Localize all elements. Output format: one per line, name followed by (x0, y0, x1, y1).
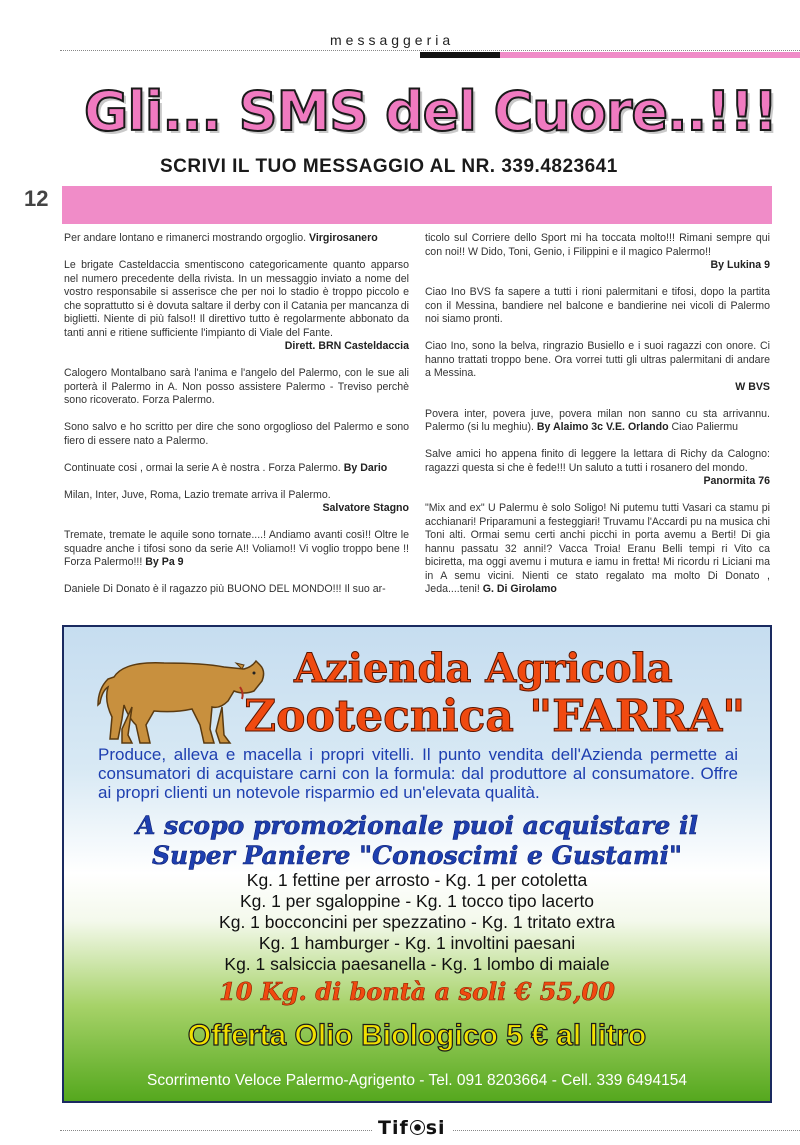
message-tail: Ciao Paliermu (671, 421, 739, 433)
sms-message (64, 583, 409, 597)
list-item: Kg. 1 bocconcini per spezzatino - Kg. 1 tritato extra (219, 912, 615, 932)
magazine-logo (372, 1117, 452, 1139)
message-text: Sono salvo e ho scritto per dire che sono orgoglioso del Palermo e sono fiero di essere nato a Palermo. (64, 421, 409, 447)
brand-suffix: si (425, 1117, 446, 1139)
message-text: Ciao Ino BVS fa sapere a tutti i rioni palermitani e tifosi, dopo la partita con il Messina, bandiere nel balcone e bandierine nei vicoli di Palermo noi siamo pronti. (425, 286, 770, 325)
message-signature: By Dario (343, 461, 388, 474)
section-label: messaggeria (330, 32, 455, 48)
message-signature: Panormita 76 (703, 475, 770, 487)
message-text: Povera inter, povera juve, povera milan non sanno cu sta arrivannu. Palermo (si lu meghiu). (425, 407, 770, 433)
ad-product-list (64, 870, 770, 975)
message-text: "Mix and ex" U Palermu è solo Soligo! Ni putemu tutti Vasari ca stamu pi acchianari! Priparamuni a festeggiari! Truvamu l'Accardi pu na musica chi Toni alti. Ormai semu certi anchi picchi in porta avemu a Berti! Di gia hannu passatu 32 anni!? Vacca Troia! Eranu Belli tempi ri Vito ca biciretta, ma oggi avemu i mutura e iamu in fretta! Mi ricordu ri Liciani ma in A semu vicini. Nienti ce stato regalato ma molto Di Donato , Jeda....teni! (425, 502, 770, 595)
list-item: Kg. 1 fettine per arrosto - Kg. 1 per cotoletta (246, 870, 588, 890)
message-signature: Dirett. BRN Casteldaccia (284, 340, 409, 352)
message-signature: W BVS (735, 380, 770, 393)
message-text: Salve amici ho appena finito di leggere la lettara di Richy da Calogno: ragazzi questa si che è fede!!! Un saluto a tutti i rosanero del mondo. (425, 448, 770, 474)
sms-message (425, 502, 770, 597)
message-text: Milan, Inter, Juve, Roma, Lazio tremate arriva il Palermo. (64, 488, 331, 501)
message-text: Continuate cosi , ormai la serie A è nostra . Forza Palermo. (64, 461, 341, 474)
ad-title-line1: Azienda Agricola (294, 645, 673, 692)
ad-promo-line1: A scopo promozionale puoi acquistare il (136, 811, 698, 840)
ad-price: 10 Kg. di bontà a soli € 55,00 (219, 977, 615, 1006)
sms-message (425, 340, 770, 394)
sms-message (64, 232, 409, 246)
ad-description: Produce, alleva e macella i propri vitelli. Il punto vendita dell'Azienda permette ai consumatori di acquistare carni con la formula: dal produttore al consumatore. Offre ai propri clienti un notevole risparmio ed un'elevata qualità. (98, 745, 738, 802)
page-number: 12 (24, 186, 49, 211)
ad-promo-line2: Super Paniere "Conoscimi e Gustami" (151, 841, 682, 870)
list-item: Kg. 1 hamburger - Kg. 1 involtini paesani (258, 933, 576, 953)
messages-column-right (425, 232, 770, 610)
advertisement (62, 625, 772, 1103)
message-signature: By Pa 9 (145, 556, 184, 568)
sms-message (64, 462, 409, 476)
football-icon (410, 1120, 425, 1135)
sms-message (425, 232, 770, 273)
top-bar-dark (420, 52, 500, 58)
message-signature: By Alaimo 3c V.E. Orlando (536, 421, 669, 433)
list-item: Kg. 1 per sgaloppine - Kg. 1 tocco tipo lacerto (239, 891, 595, 911)
page-title: Gli... SMS del Cuore..!!! (84, 80, 777, 143)
brand-prefix: Tif (378, 1117, 409, 1139)
message-text: ticolo sul Corriere dello Sport mi ha toccata molto!!! Rimani sempre qui con noi!! W Dido, Toni, Genio, i Filippini e il magico Palermo!! (425, 232, 770, 258)
sms-message (425, 448, 770, 489)
sms-message (64, 489, 409, 516)
message-text: Ciao Ino, sono la belva, ringrazio Busiello e i suoi ragazzi con onore. Ci hanno trattati troppo bene. Ora vorrei tutti gli ultras palermitani di andare a Messina. (425, 340, 770, 379)
message-signature: G. Di Girolamo (482, 583, 557, 595)
top-rule (60, 50, 800, 51)
ad-footer: Scorrimento Veloce Palermo-Agrigento - Tel. 091 8203664 - Cell. 339 6494154 (147, 1072, 687, 1089)
cow-illustration (94, 639, 269, 751)
sms-message (64, 367, 409, 408)
top-bar-pink (500, 52, 800, 58)
sms-message (64, 421, 409, 448)
pink-band (62, 186, 772, 224)
message-signature: By Lukina 9 (710, 259, 770, 271)
sms-message (425, 286, 770, 327)
message-text: Daniele Di Donato è il ragazzo più BUONO DEL MONDO!!! Il suo ar- (64, 583, 386, 595)
message-signature: Salvatore Stagno (322, 502, 409, 514)
sms-message (64, 529, 409, 570)
sms-message (64, 259, 409, 354)
message-text: Le brigate Casteldaccia smentiscono categoricamente quanto apparso nel numero precedente della rivista. In un messaggio inviato a nome del vostro responsabile si asserisce che per noi lo stadio è troppo piccolo e che soprattutto si è dovuta saltare il derby con il Catania per mancanza di biglietti. Niente di più falso!! Il direttivo tutto è regolarmente abbonato da tanti anni e ritiene sufficiente l'impianto di Viale del Fante. (64, 259, 409, 339)
messages-column-left (64, 232, 409, 610)
list-item: Kg. 1 salsiccia paesanella - Kg. 1 lombo di maiale (224, 954, 610, 974)
message-text: Tremate, tremate le aquile sono tornate....! Andiamo avanti così!! Oltre le squadre anche i tifosi sono da serie A!! Voliamo!! Vi voglio troppo bene !! Forza Palermo!!! (64, 529, 409, 568)
message-text: Calogero Montalbano sarà l'anima e l'angelo del Palermo, con le sue ali porterà il Palermo in A. Non posso assistere Palermo - Treviso perchè sono ricoverato. Forza Palermo. (64, 367, 409, 406)
sms-message (425, 408, 770, 435)
ad-title-line2: Zootecnica "FARRA" (244, 691, 746, 742)
ad-offer: Offerta Olio Biologico 5 € al litro (187, 1019, 647, 1052)
message-signature: Virgirosanero (308, 232, 378, 244)
page-subtitle: SCRIVI IL TUO MESSAGGIO AL NR. 339.4823641 (160, 156, 618, 177)
message-text: Per andare lontano e rimanerci mostrando orgoglio. (64, 232, 307, 244)
